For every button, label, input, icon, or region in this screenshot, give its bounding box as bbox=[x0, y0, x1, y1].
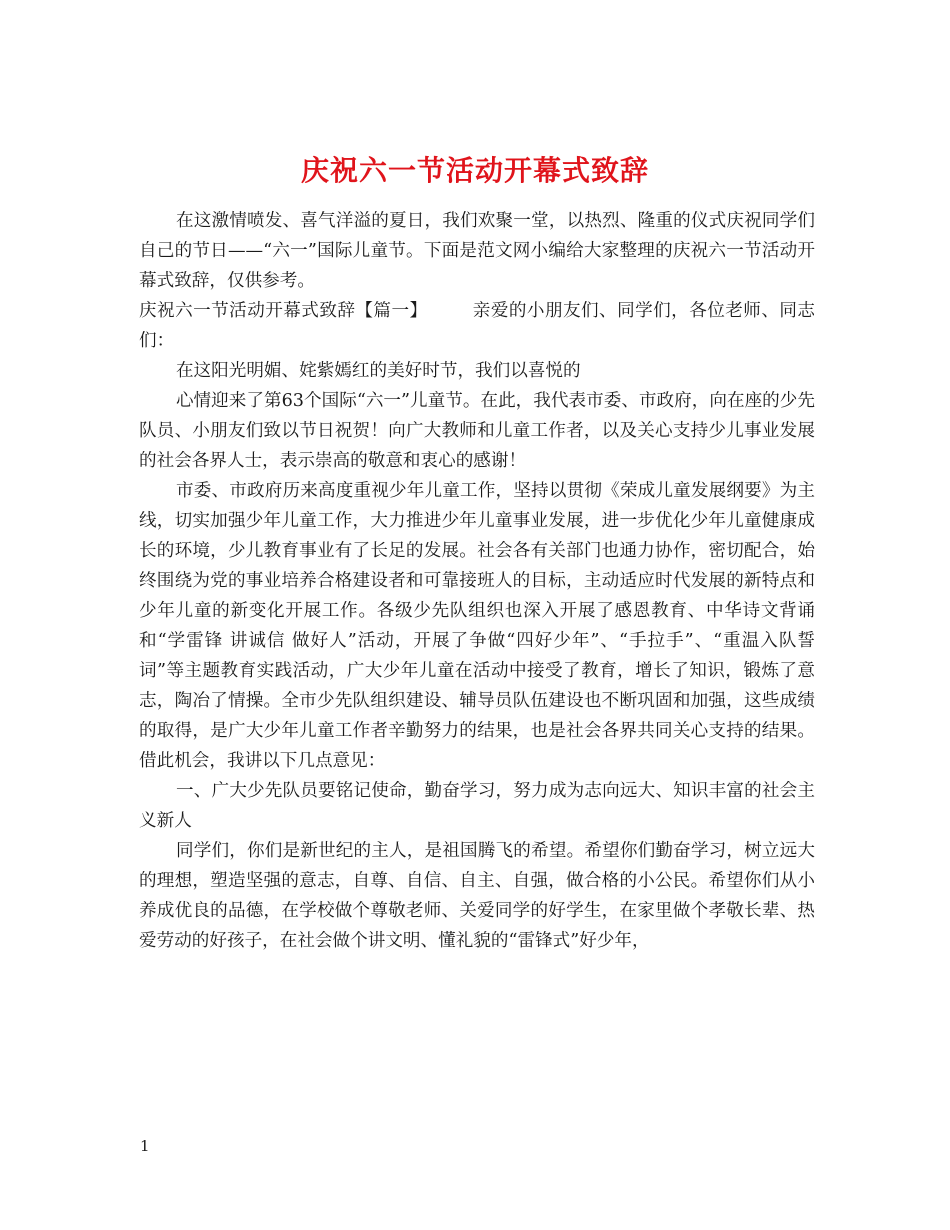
paragraph-students: 同学们，你们是新世纪的主人，是祖国腾飞的希望。希望你们勤奋学习，树立远大的理想，塑造坚强的意志，自尊、自信、自主、自强，做合格的小公民。希望你们从小养成优良的品德，在学校做个尊敬老师、关爱同学的好学生，在家里做个孝敬长辈、热爱劳动的好孩子，在社会做个讲文明、懂礼貌的“雷锋式”好少年， bbox=[139, 841, 815, 951]
page-number: 1 bbox=[140, 1137, 150, 1155]
document-body bbox=[139, 206, 815, 956]
paragraph-achievements: 市委、市政府历来高度重视少年儿童工作，坚持以贯彻《荣成儿童发展纲要》为主线，切实加强少年儿童工作，大力推进少年儿童事业发展，进一步优化少年儿童健康成长的环境，少儿教育事业有了长足的发展。社会各有关部门也通力协作，密切配合，始终围绕为党的事业培养合格建设者和可靠接班人的目标，主动适应时代发展的新特点和少年儿童的新变化开展工作。各级少先队组织也深入开展了感恩教育、中华诗文背诵和“学雷锋 讲诚信 做好人”活动，开展了争做“四好少年”、“手拉手”、“重温入队誓词”等主题教育实践活动，广大少年儿童在活动中接受了教育，增长了知识，锻炼了意志，陶冶了情操。全市少先队组织建设、辅导员队伍建设也不断巩固和加强，这些成绩的取得，是广大少年儿童工作者辛勤努力的结果，也是社会各界共同关心支持的结果。借此机会，我讲以下几点意见： bbox=[139, 481, 815, 771]
paragraph-congratulations: 心情迎来了第63个国际“六一”儿童节。在此，我代表市委、市政府，向在座的少先队员、小朋友们致以节日祝贺！向广大教师和儿童工作者，以及关心支持少儿事业发展的社会各界人士，表示崇高的敬意和衷心的感谢！ bbox=[139, 391, 815, 471]
paragraph-section-heading: 庆祝六一节活动开幕式致辞【篇一】 亲爱的小朋友们、同学们，各位老师、同志们： bbox=[139, 301, 815, 351]
paragraph-intro: 在这激情喷发、喜气洋溢的夏日，我们欢聚一堂，以热烈、隆重的仪式庆祝同学们自己的节日——“六一”国际儿童节。下面是范文网小编给大家整理的庆祝六一节活动开幕式致辞，仅供参考。 bbox=[139, 211, 815, 291]
document-title: 庆祝六一节活动开幕式致辞 bbox=[300, 153, 649, 187]
paragraph-greeting: 在这阳光明媚、姹紫嫣红的美好时节，我们以喜悦的 bbox=[175, 361, 581, 381]
paragraph-point-one: 一、广大少先队员要铭记使命，勤奋学习，努力成为志向远大、知识丰富的社会主义新人 bbox=[139, 781, 815, 831]
